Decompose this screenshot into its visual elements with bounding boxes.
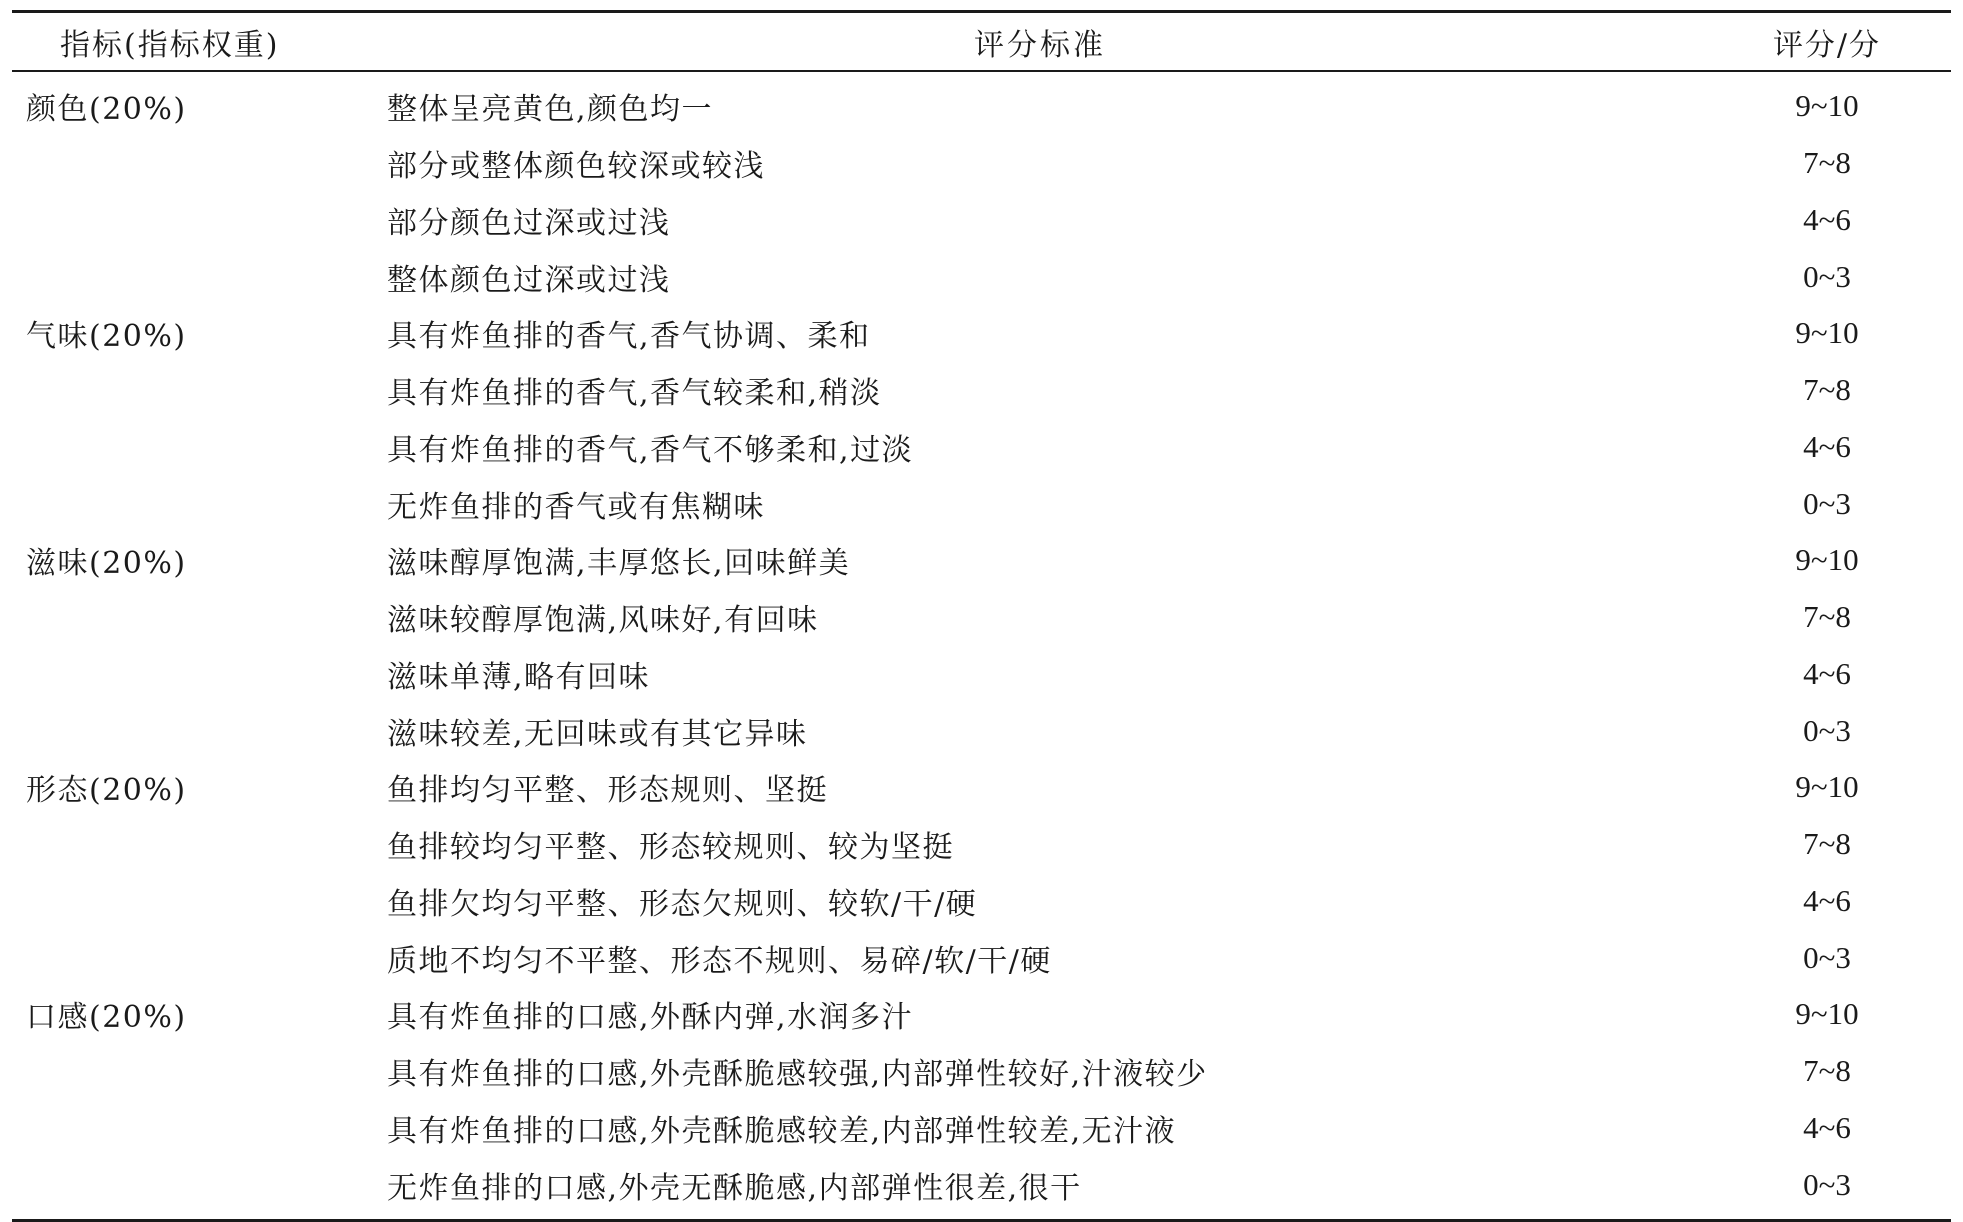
criteria-cell: 具有炸鱼排的香气,香气较柔和,稍淡 — [387, 376, 882, 412]
indicator-cell: 口感(20%) — [26, 1000, 187, 1036]
table-row — [12, 532, 1951, 589]
criteria-cell: 鱼排较均匀平整、形态较规则、较为坚挺 — [387, 830, 954, 866]
indicator-cell: 形态(20%) — [26, 773, 187, 809]
score-cell: 4~6 — [1803, 428, 1851, 464]
score-cell: 4~6 — [1803, 1109, 1851, 1145]
score-cell: 7~8 — [1803, 826, 1851, 862]
score-cell: 0~3 — [1803, 939, 1851, 975]
score-cell: 7~8 — [1803, 1053, 1851, 1089]
table-row — [12, 78, 1951, 135]
criteria-cell: 具有炸鱼排的口感,外酥内弹,水润多汁 — [387, 1000, 914, 1036]
criteria-cell: 具有炸鱼排的口感,外壳酥脆感较强,内部弹性较好,汁液较少 — [387, 1057, 1208, 1093]
table-row — [12, 1156, 1951, 1213]
table-row — [12, 362, 1951, 419]
criteria-cell: 质地不均匀不平整、形态不规则、易碎/软/干/硬 — [387, 943, 1052, 979]
score-cell: 9~10 — [1795, 996, 1859, 1032]
table-row — [12, 816, 1951, 873]
criteria-cell: 具有炸鱼排的香气,香气协调、柔和 — [387, 319, 871, 355]
table-row — [12, 192, 1951, 249]
table-row — [12, 135, 1951, 192]
score-cell: 4~6 — [1803, 655, 1851, 691]
score-cell: 4~6 — [1803, 201, 1851, 237]
table-body — [12, 72, 1951, 1219]
table-header-row — [12, 13, 1951, 70]
score-cell: 9~10 — [1795, 542, 1859, 578]
score-cell: 0~3 — [1803, 1166, 1851, 1202]
indicator-cell: 气味(20%) — [26, 319, 187, 355]
header-score: 评分/分 — [1772, 27, 1882, 63]
criteria-cell: 滋味醇厚饱满,丰厚悠长,回味鲜美 — [387, 546, 851, 582]
table-row — [12, 873, 1951, 930]
score-cell: 0~3 — [1803, 712, 1851, 748]
table-row — [12, 759, 1951, 816]
header-indicator: 指标(指标权重) — [60, 27, 280, 63]
score-cell: 9~10 — [1795, 769, 1859, 805]
score-cell: 9~10 — [1795, 315, 1859, 351]
criteria-cell: 具有炸鱼排的口感,外壳酥脆感较差,内部弹性较差,无汁液 — [387, 1113, 1177, 1149]
score-cell: 9~10 — [1795, 88, 1859, 124]
criteria-cell: 整体呈亮黄色,颜色均一 — [387, 92, 714, 128]
criteria-cell: 无炸鱼排的香气或有焦糊味 — [387, 489, 765, 525]
table-row — [12, 248, 1951, 305]
table-row — [12, 646, 1951, 703]
criteria-cell: 部分或整体颜色较深或较浅 — [387, 149, 765, 185]
criteria-cell: 部分颜色过深或过浅 — [387, 205, 671, 241]
criteria-cell: 具有炸鱼排的香气,香气不够柔和,过淡 — [387, 432, 914, 468]
criteria-cell: 鱼排均匀平整、形态规则、坚挺 — [387, 773, 828, 809]
criteria-cell: 滋味较差,无回味或有其它异味 — [387, 716, 808, 752]
table-row — [12, 589, 1951, 646]
score-cell: 4~6 — [1803, 882, 1851, 918]
criteria-cell: 整体颜色过深或过浅 — [387, 262, 671, 298]
header-criteria: 评分标准 — [974, 27, 1106, 63]
score-cell: 0~3 — [1803, 485, 1851, 521]
score-cell: 7~8 — [1803, 372, 1851, 408]
criteria-cell: 滋味较醇厚饱满,风味好,有回味 — [387, 603, 819, 639]
criteria-cell: 鱼排欠均匀平整、形态欠规则、较软/干/硬 — [387, 886, 978, 922]
indicator-cell: 滋味(20%) — [26, 546, 187, 582]
table-row — [12, 1043, 1951, 1100]
indicator-cell: 颜色(20%) — [26, 92, 187, 128]
table-row — [12, 419, 1951, 476]
criteria-cell: 滋味单薄,略有回味 — [387, 659, 651, 695]
table-row — [12, 986, 1951, 1043]
score-cell: 7~8 — [1803, 145, 1851, 181]
table-row — [12, 702, 1951, 759]
table-row — [12, 475, 1951, 532]
score-cell: 0~3 — [1803, 258, 1851, 294]
score-cell: 7~8 — [1803, 599, 1851, 635]
table-row — [12, 1100, 1951, 1157]
table-row — [12, 305, 1951, 362]
table-row — [12, 929, 1951, 986]
criteria-cell: 无炸鱼排的口感,外壳无酥脆感,内部弹性很差,很干 — [387, 1170, 1082, 1206]
scoring-table — [12, 10, 1951, 1222]
